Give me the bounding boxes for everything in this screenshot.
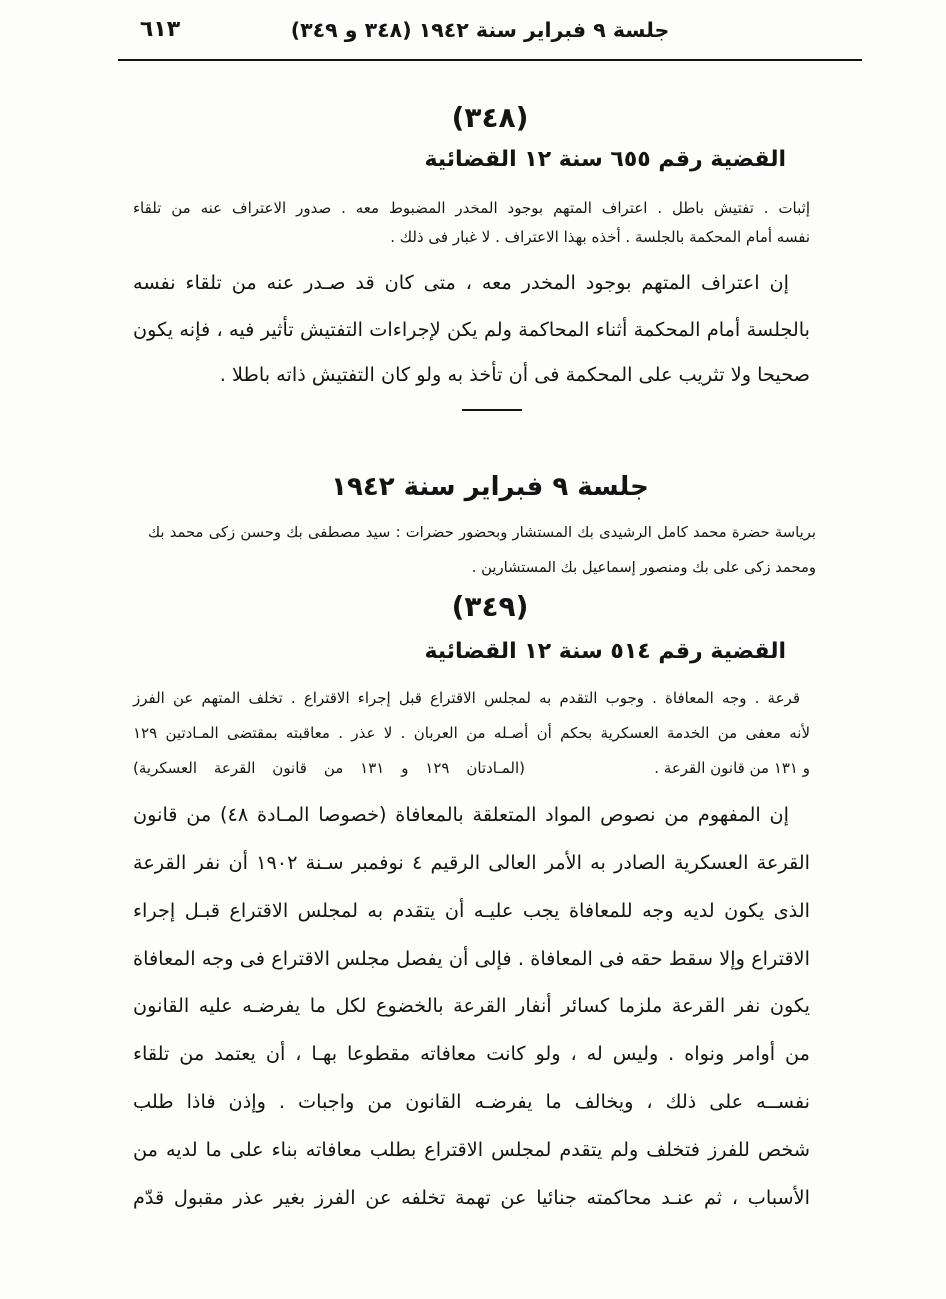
case-body-line: الاقتراع وإلا سقط حقه فى المعافاة . فإلى أن يفصل مجلس الاقتراع فى وجه المعافاة bbox=[133, 947, 810, 970]
session-heading: جلسة ٩ فبراير سنة ١٩٤٢ bbox=[331, 472, 649, 502]
case-title: القضية رقم ٦٥٥ سنة ١٢ القضائية bbox=[424, 147, 786, 172]
case-body-line: بالجلسة أمام المحكمة أثناء المحاكمة ولم يكن لإجراءات التفتيش تأثير فيه ، فإنه يكون bbox=[133, 318, 810, 341]
case-summary-line: إثبات . تفتيش باطل . اعتراف المتهم بوجود المخدر المضبوط معه . صدور الاعتراف عنه من تلقاء bbox=[133, 199, 810, 217]
section-divider bbox=[462, 409, 522, 411]
case-title: القضية رقم ٥١٤ سنة ١٢ القضائية bbox=[424, 639, 786, 664]
case-summary-line: قرعة . وجه المعافاة . وجوب التقدم به لمجلس الاقتراع قبل إجراء الاقتراع . تخلف المتهم عن الفرز bbox=[133, 689, 800, 707]
session-presidency-line: برياسة حضرة محمد كامل الرشيدى بك المستشار وبحضور حضرات : سيد مصطفى بك وحسن زكى محمد بك bbox=[148, 524, 816, 541]
case-body-line: يكون نفر القرعة ملزما كسائر أنفار القرعة بالخضوع لكل ما يفرضـه عليه القانون bbox=[133, 994, 810, 1017]
header-rule bbox=[118, 59, 862, 61]
session-presidency-line: ومحمد زكى على بك ومنصور إسماعيل بك المستشارين . bbox=[471, 559, 816, 576]
case-body-line: إن اعتراف المتهم بوجود المخدر معه ، متى كان قد صـدر عنه من تلقاء نفسه bbox=[133, 271, 789, 294]
case-body-line: شخص للفرز فتخلف ولم يتقدم لمجلس الاقتراع بطلب معافاته بناء على ما لديه من bbox=[133, 1138, 810, 1161]
case-body-line: الأسباب ، ثم عنـد محاكمته جنائيا عن تهمة تخلفه عن الفرز بغير عذر مقبول قدّم bbox=[133, 1186, 810, 1209]
case-body-line: صحيحا ولا تثريب على المحكمة فى أن تأخذ به ولو كان التفتيش ذاته باطلا . bbox=[219, 363, 810, 386]
case-body-line: القرعة العسكرية الصادر به الأمر العالى الرقيم ٤ نوفمبر سـنة ١٩٠٢ أن نفر القرعة bbox=[133, 851, 810, 874]
case-body-line: إن المفهوم من نصوص المواد المتعلقة بالمعافاة (خصوصا المـادة ٤٨) من قانون bbox=[133, 803, 789, 826]
case-summary-line: نفسه أمام المحكمة بالجلسة . أخذه بهذا الاعتراف . لا غبار فى ذلك . bbox=[390, 228, 810, 246]
legal-reference: (المـادتان ١٢٩ و ١٣١ من قانون القرعة العسكرية) bbox=[133, 759, 525, 777]
page-number: ٦١٣ bbox=[139, 17, 181, 42]
case-body-line: نفســه على ذلك ، ويخالف ما يفرضـه القانون من واجبات . وإذن فاذا طلب bbox=[133, 1090, 810, 1113]
case-body-line: من أوامر ونواه . وليس له ، ولو كانت معافاته مقطوعا بهـا ، أن يعتمد من تلقاء bbox=[133, 1042, 810, 1065]
case-number: (٣٤٨) bbox=[451, 101, 529, 134]
case-number: (٣٤٩) bbox=[451, 590, 529, 623]
case-body-line: الذى يكون لديه وجه للمعافاة يجب عليـه أن يتقدم به لمجلس الاقتراع قبـل إجراء bbox=[133, 899, 810, 922]
running-header-title: جلسة ٩ فبراير سنة ١٩٤٢ (٣٤٨ و ٣٤٩) bbox=[290, 18, 670, 42]
case-summary-line: لأنه معفى من الخدمة العسكرية بحكم أن أصـله من العربان . لا عذر . معاقبته بمقتضى المـادتين ١٢٩ bbox=[133, 724, 810, 742]
case-summary-line: و ١٣١ من قانون القرعة . bbox=[654, 759, 810, 777]
